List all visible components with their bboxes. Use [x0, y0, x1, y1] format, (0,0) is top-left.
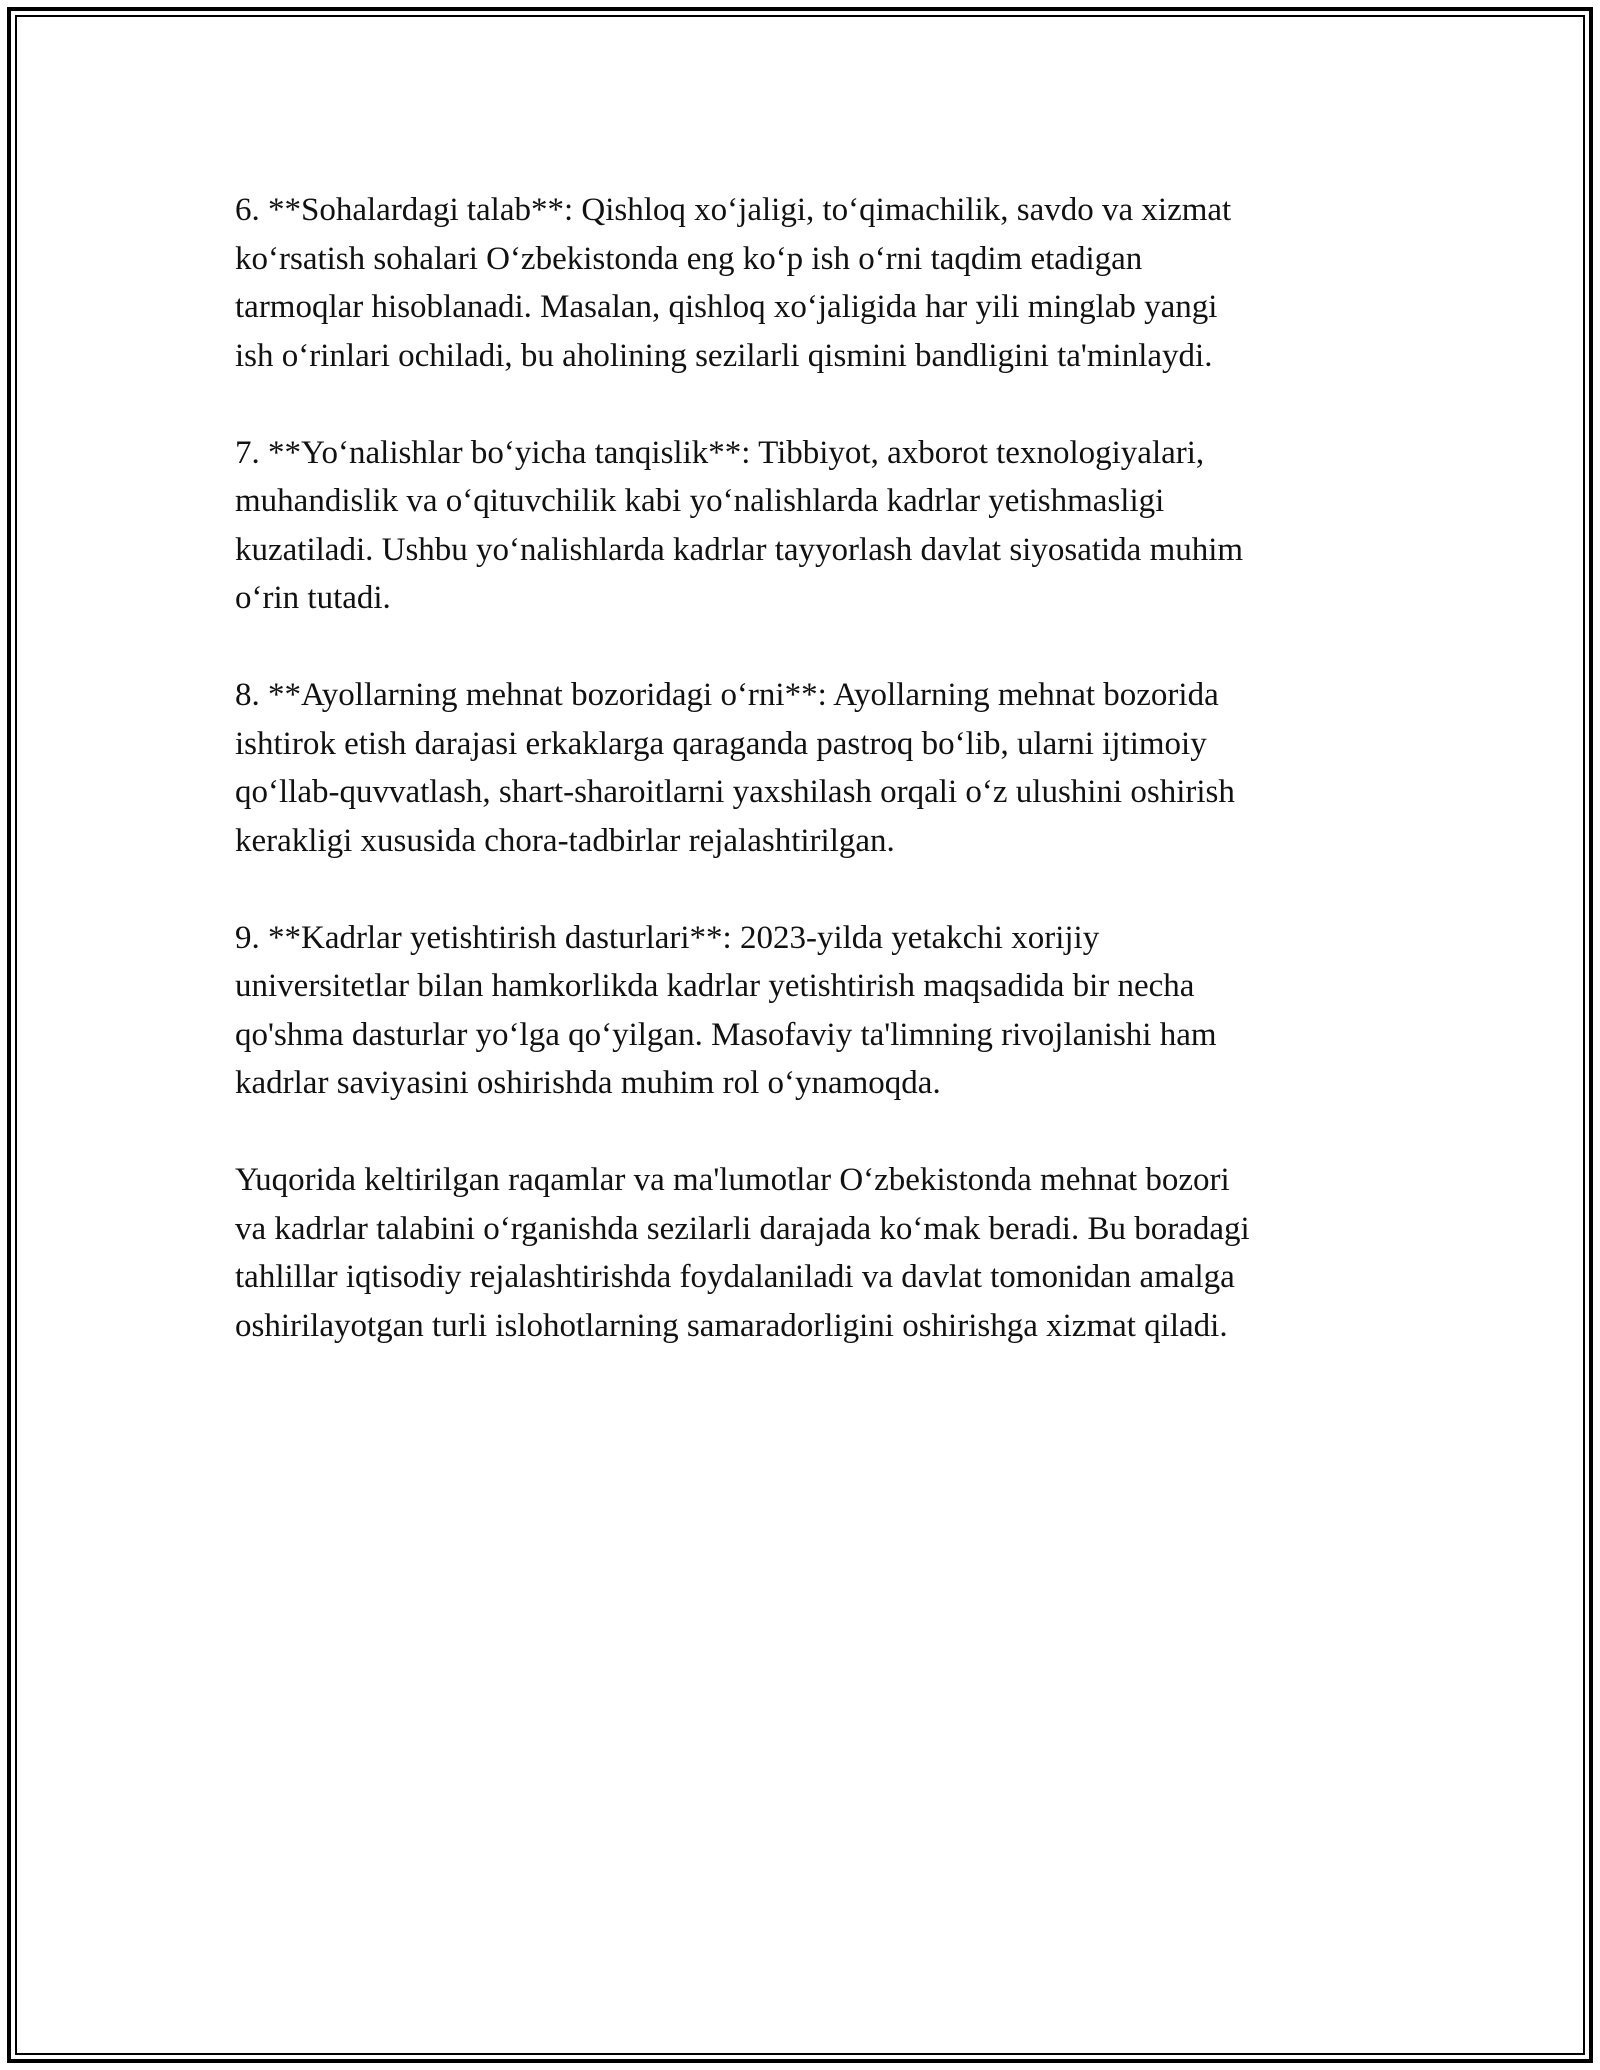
- paragraph-training-programs: 9. **Kadrlar yetishtirish dasturlari**: 2023-yilda yetakchi xorijiy universitetlar bilan hamkorlikda kadrlar yetishtirish maqsadida bir necha qo'shma dasturlar yo‘lga qo‘yilgan. Masofaviy ta'limning rivojlanishi ham kadrlar saviyasini oshirishda muhim rol o‘ynamoqda.: [235, 919, 1217, 1101]
- document-body: [235, 186, 1370, 1399]
- paragraph-sector-demand: 6. **Sohalardagi talab**: Qishloq xo‘jaligi, to‘qimachilik, savdo va xizmat ko‘rsatish sohalari O‘zbekistonda eng ko‘p ish o‘rni taqdim etadigan tarmoqlar hisoblanadi. Masalan, qishloq xo‘jaligida har yili minglab yangi ish o‘rinlari ochiladi, bu aholining sezilarli qismini bandligini ta'minlaydi.: [235, 192, 1232, 374]
- paragraph-women-labor-role: 8. **Ayollarning mehnat bozoridagi o‘rni**: Ayollarning mehnat bozorida ishtirok etish darajasi erkaklarga qaraganda pastroq bo‘lib, ularni ijtimoiy qo‘llab-quvvatlash, shart-sharoitlarni yaxshilash orqali o‘z ulushini oshirish kerakligi xususida chora-tadbirlar rejalashtirilgan.: [235, 677, 1235, 859]
- paragraph-conclusion: Yuqorida keltirilgan raqamlar va ma'lumotlar O‘zbekistonda mehnat bozori va kadrlar talabini o‘rganishda sezilarli darajada ko‘mak beradi. Bu boradagi tahlillar iqtisodiy rejalashtirishda foydalaniladi va davlat tomonidan amalga oshirilayotgan turli islohotlarning samaradorligini oshirishga xizmat qiladi.: [235, 1162, 1250, 1344]
- paragraph-field-shortage: 7. **Yo‘nalishlar bo‘yicha tanqislik**: Tibbiyot, axborot texnologiyalari, muhandislik va o‘qituvchilik kabi yo‘nalishlarda kadrlar yetishmasligi kuzatiladi. Ushbu yo‘nalishlarda kadrlar tayyorlash davlat siyosatida muhim o‘rin tutadi.: [235, 434, 1244, 616]
